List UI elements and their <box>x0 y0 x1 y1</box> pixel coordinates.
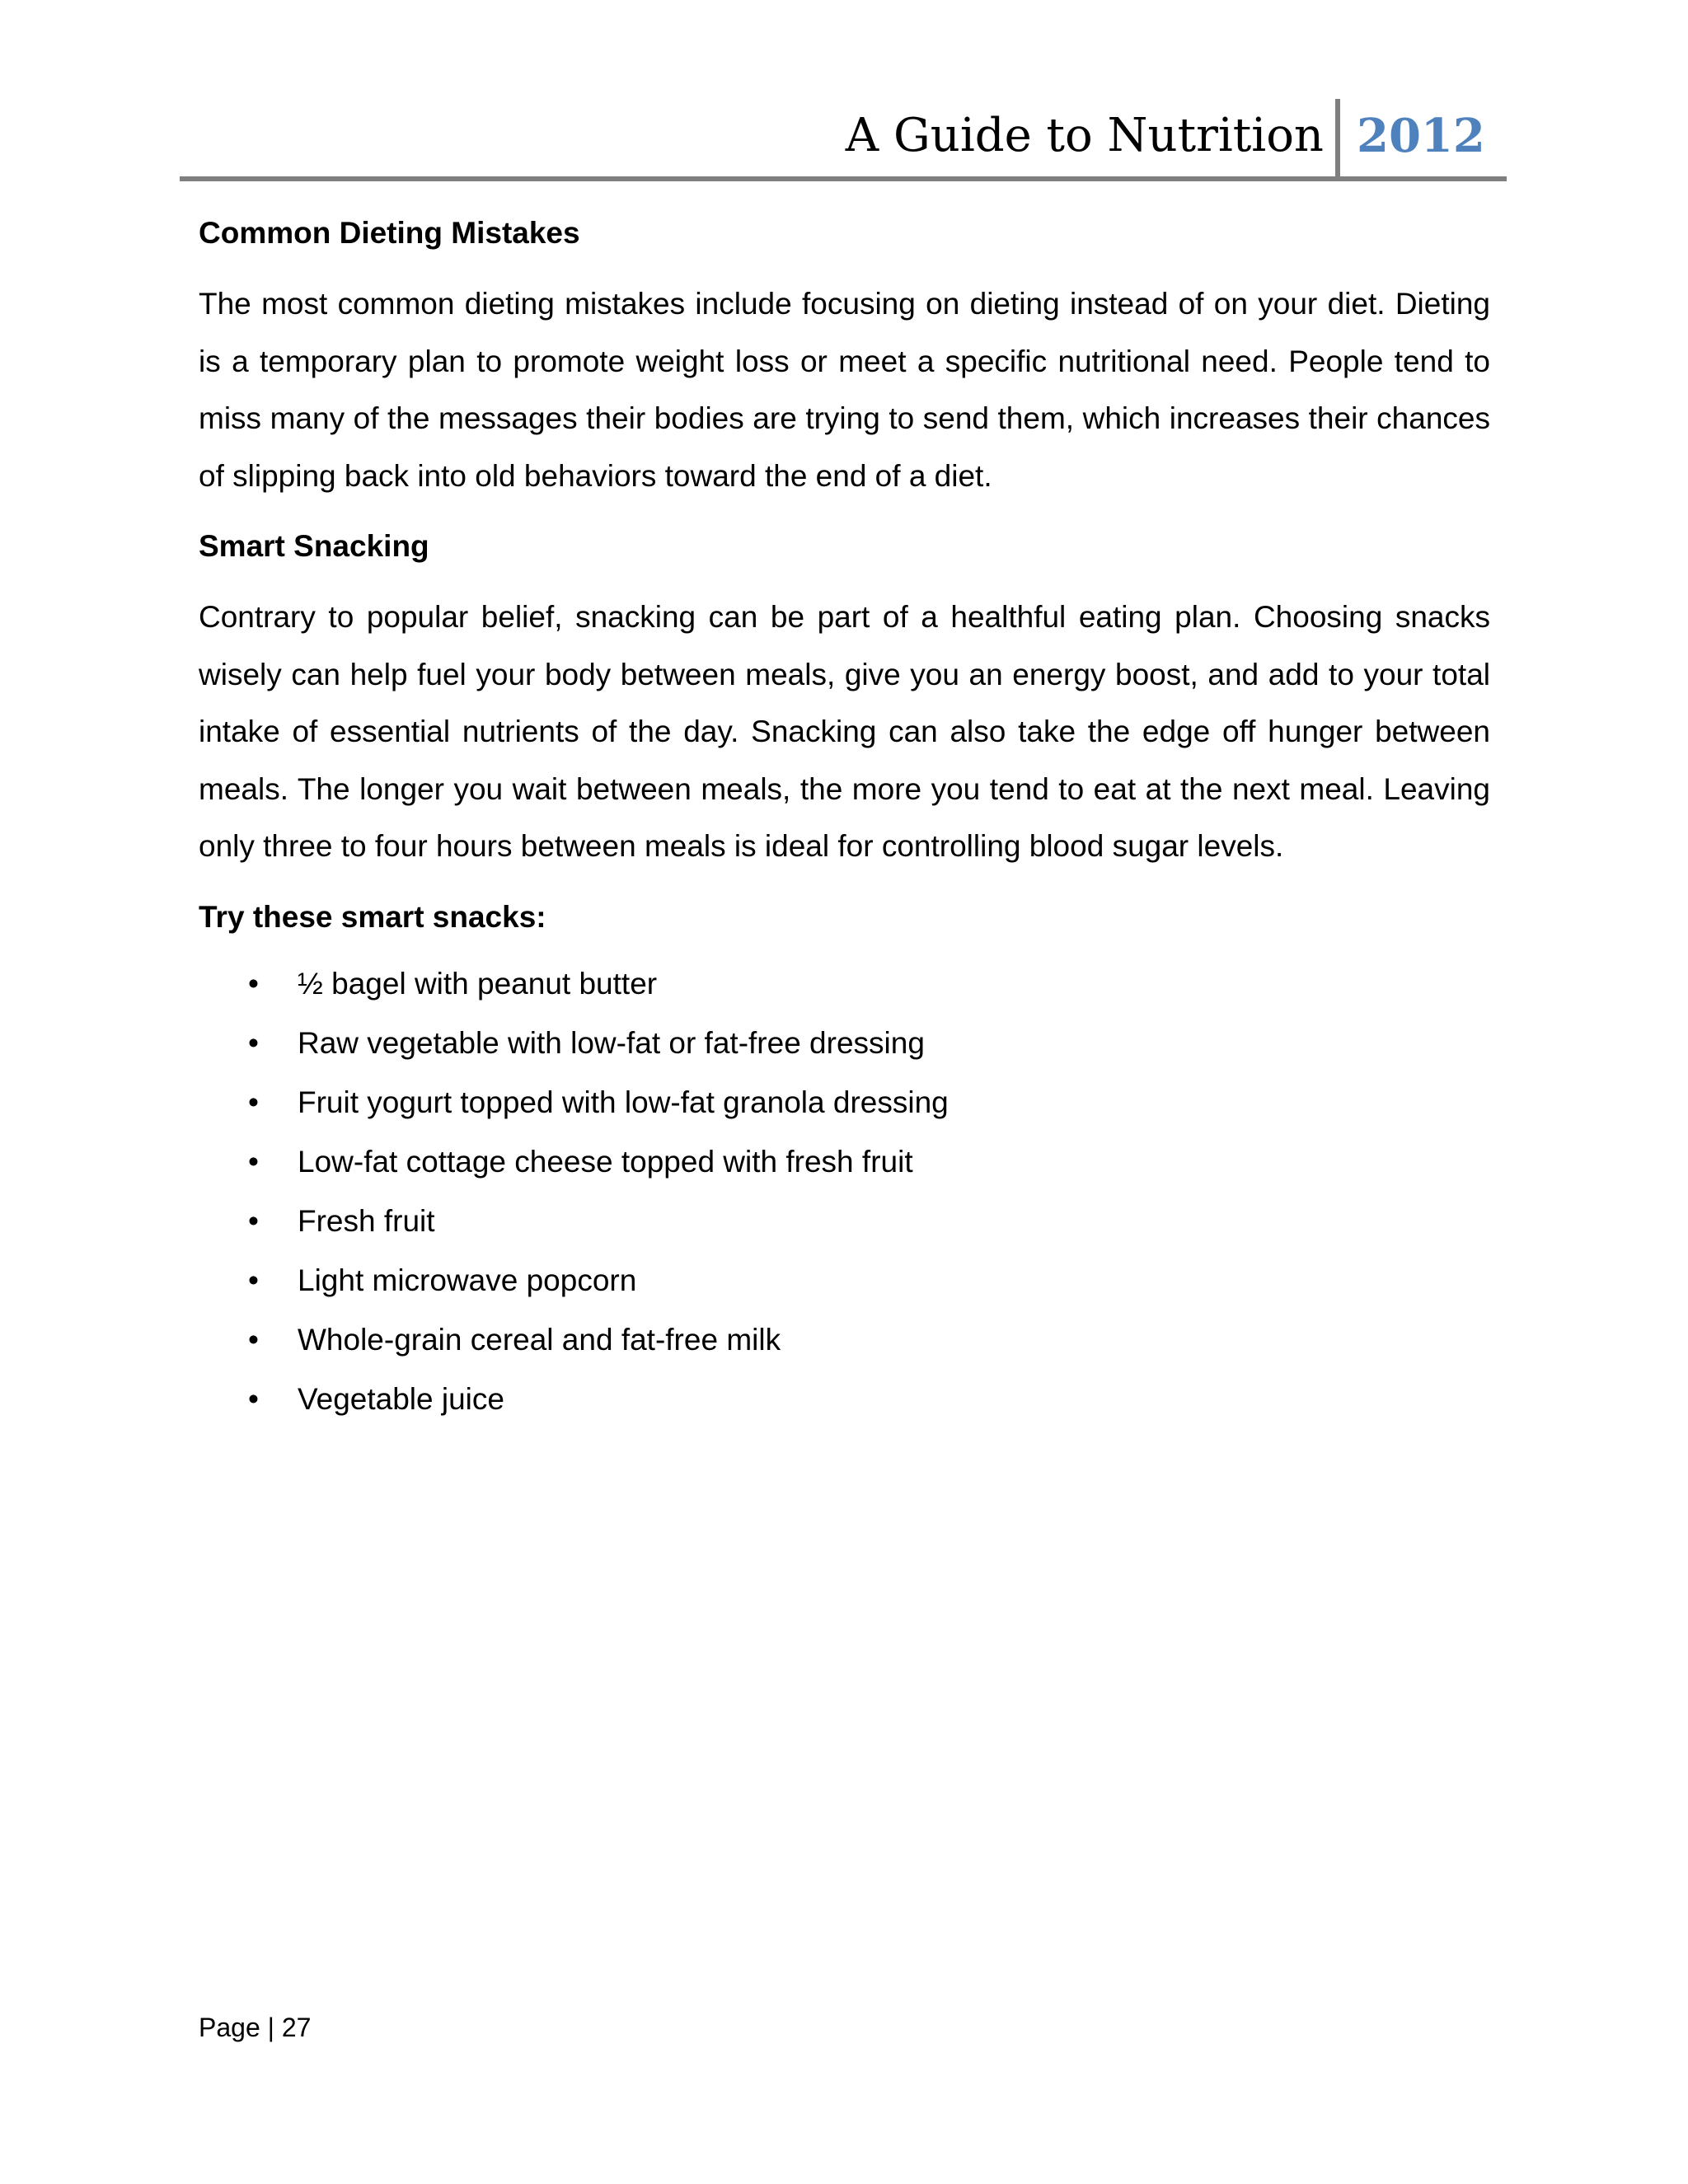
list-item <box>199 954 1490 1014</box>
section-heading-smart-snacking: Smart Snacking <box>199 529 429 563</box>
header-rule <box>180 176 1507 181</box>
list-item <box>199 1370 1490 1429</box>
bullet-icon: • <box>248 1322 259 1357</box>
snacks-list-heading: Try these smart snacks: <box>199 899 546 934</box>
list-item-text: Vegetable juice <box>298 1381 504 1416</box>
list-item-text: Low-fat cottage cheese topped with fresh fruit <box>298 1144 913 1179</box>
section-paragraph-smart-snacking: Contrary to popular belief, snacking can be part of a healthful eating plan. Choosing snacks wisely can help fuel your body between meals, give you an energy boost, and add to your total intake of essential nutrients of the day. Snacking can also take the edge off hunger between meals. The longer you wait between meals, the more you tend to eat at the next meal. Leaving only three to four hours between meals is ideal for controlling blood sugar levels. <box>199 600 1490 863</box>
header-title: A Guide to Nutrition <box>845 109 1324 162</box>
list-item-text: Whole-grain cereal and fat-free milk <box>298 1322 781 1357</box>
list-item-text: Light microwave popcorn <box>298 1263 637 1297</box>
page-content <box>199 213 1490 1429</box>
bullet-icon: • <box>248 1025 259 1060</box>
list-item <box>199 1192 1490 1251</box>
list-item <box>199 1014 1490 1073</box>
list-item-text: Raw vegetable with low-fat or fat-free dressing <box>298 1025 925 1060</box>
bullet-icon: • <box>248 1263 259 1297</box>
bullet-icon: • <box>248 1381 259 1416</box>
section-heading-common-dieting-mistakes: Common Dieting Mistakes <box>199 216 580 250</box>
section-paragraph-common-dieting-mistakes: The most common dieting mistakes include focusing on dieting instead of on your diet. Dieting is a temporary plan to promote weight loss or meet a specific nutritional need. People tend to miss many of the messages their bodies are trying to send them, which increases their chances of slipping back into old behaviors toward the end of a diet. <box>199 287 1490 493</box>
header-divider <box>1335 99 1340 178</box>
list-item <box>199 1073 1490 1132</box>
page-number: Page | 27 <box>199 2013 312 2042</box>
header-year: 2012 <box>1357 109 1485 163</box>
list-item <box>199 1132 1490 1192</box>
list-item-text: Fresh fruit <box>298 1203 435 1238</box>
bullet-icon: • <box>248 966 259 1001</box>
page-header <box>180 82 1507 175</box>
list-item <box>199 1310 1490 1370</box>
bullet-icon: • <box>248 1085 259 1119</box>
list-item-text: ½ bagel with peanut butter <box>298 966 658 1001</box>
list-item-text: Fruit yogurt topped with low-fat granola dressing <box>298 1085 949 1119</box>
bullet-icon: • <box>248 1203 259 1238</box>
snacks-list <box>199 954 1490 1429</box>
bullet-icon: • <box>248 1144 259 1179</box>
list-item <box>199 1251 1490 1310</box>
